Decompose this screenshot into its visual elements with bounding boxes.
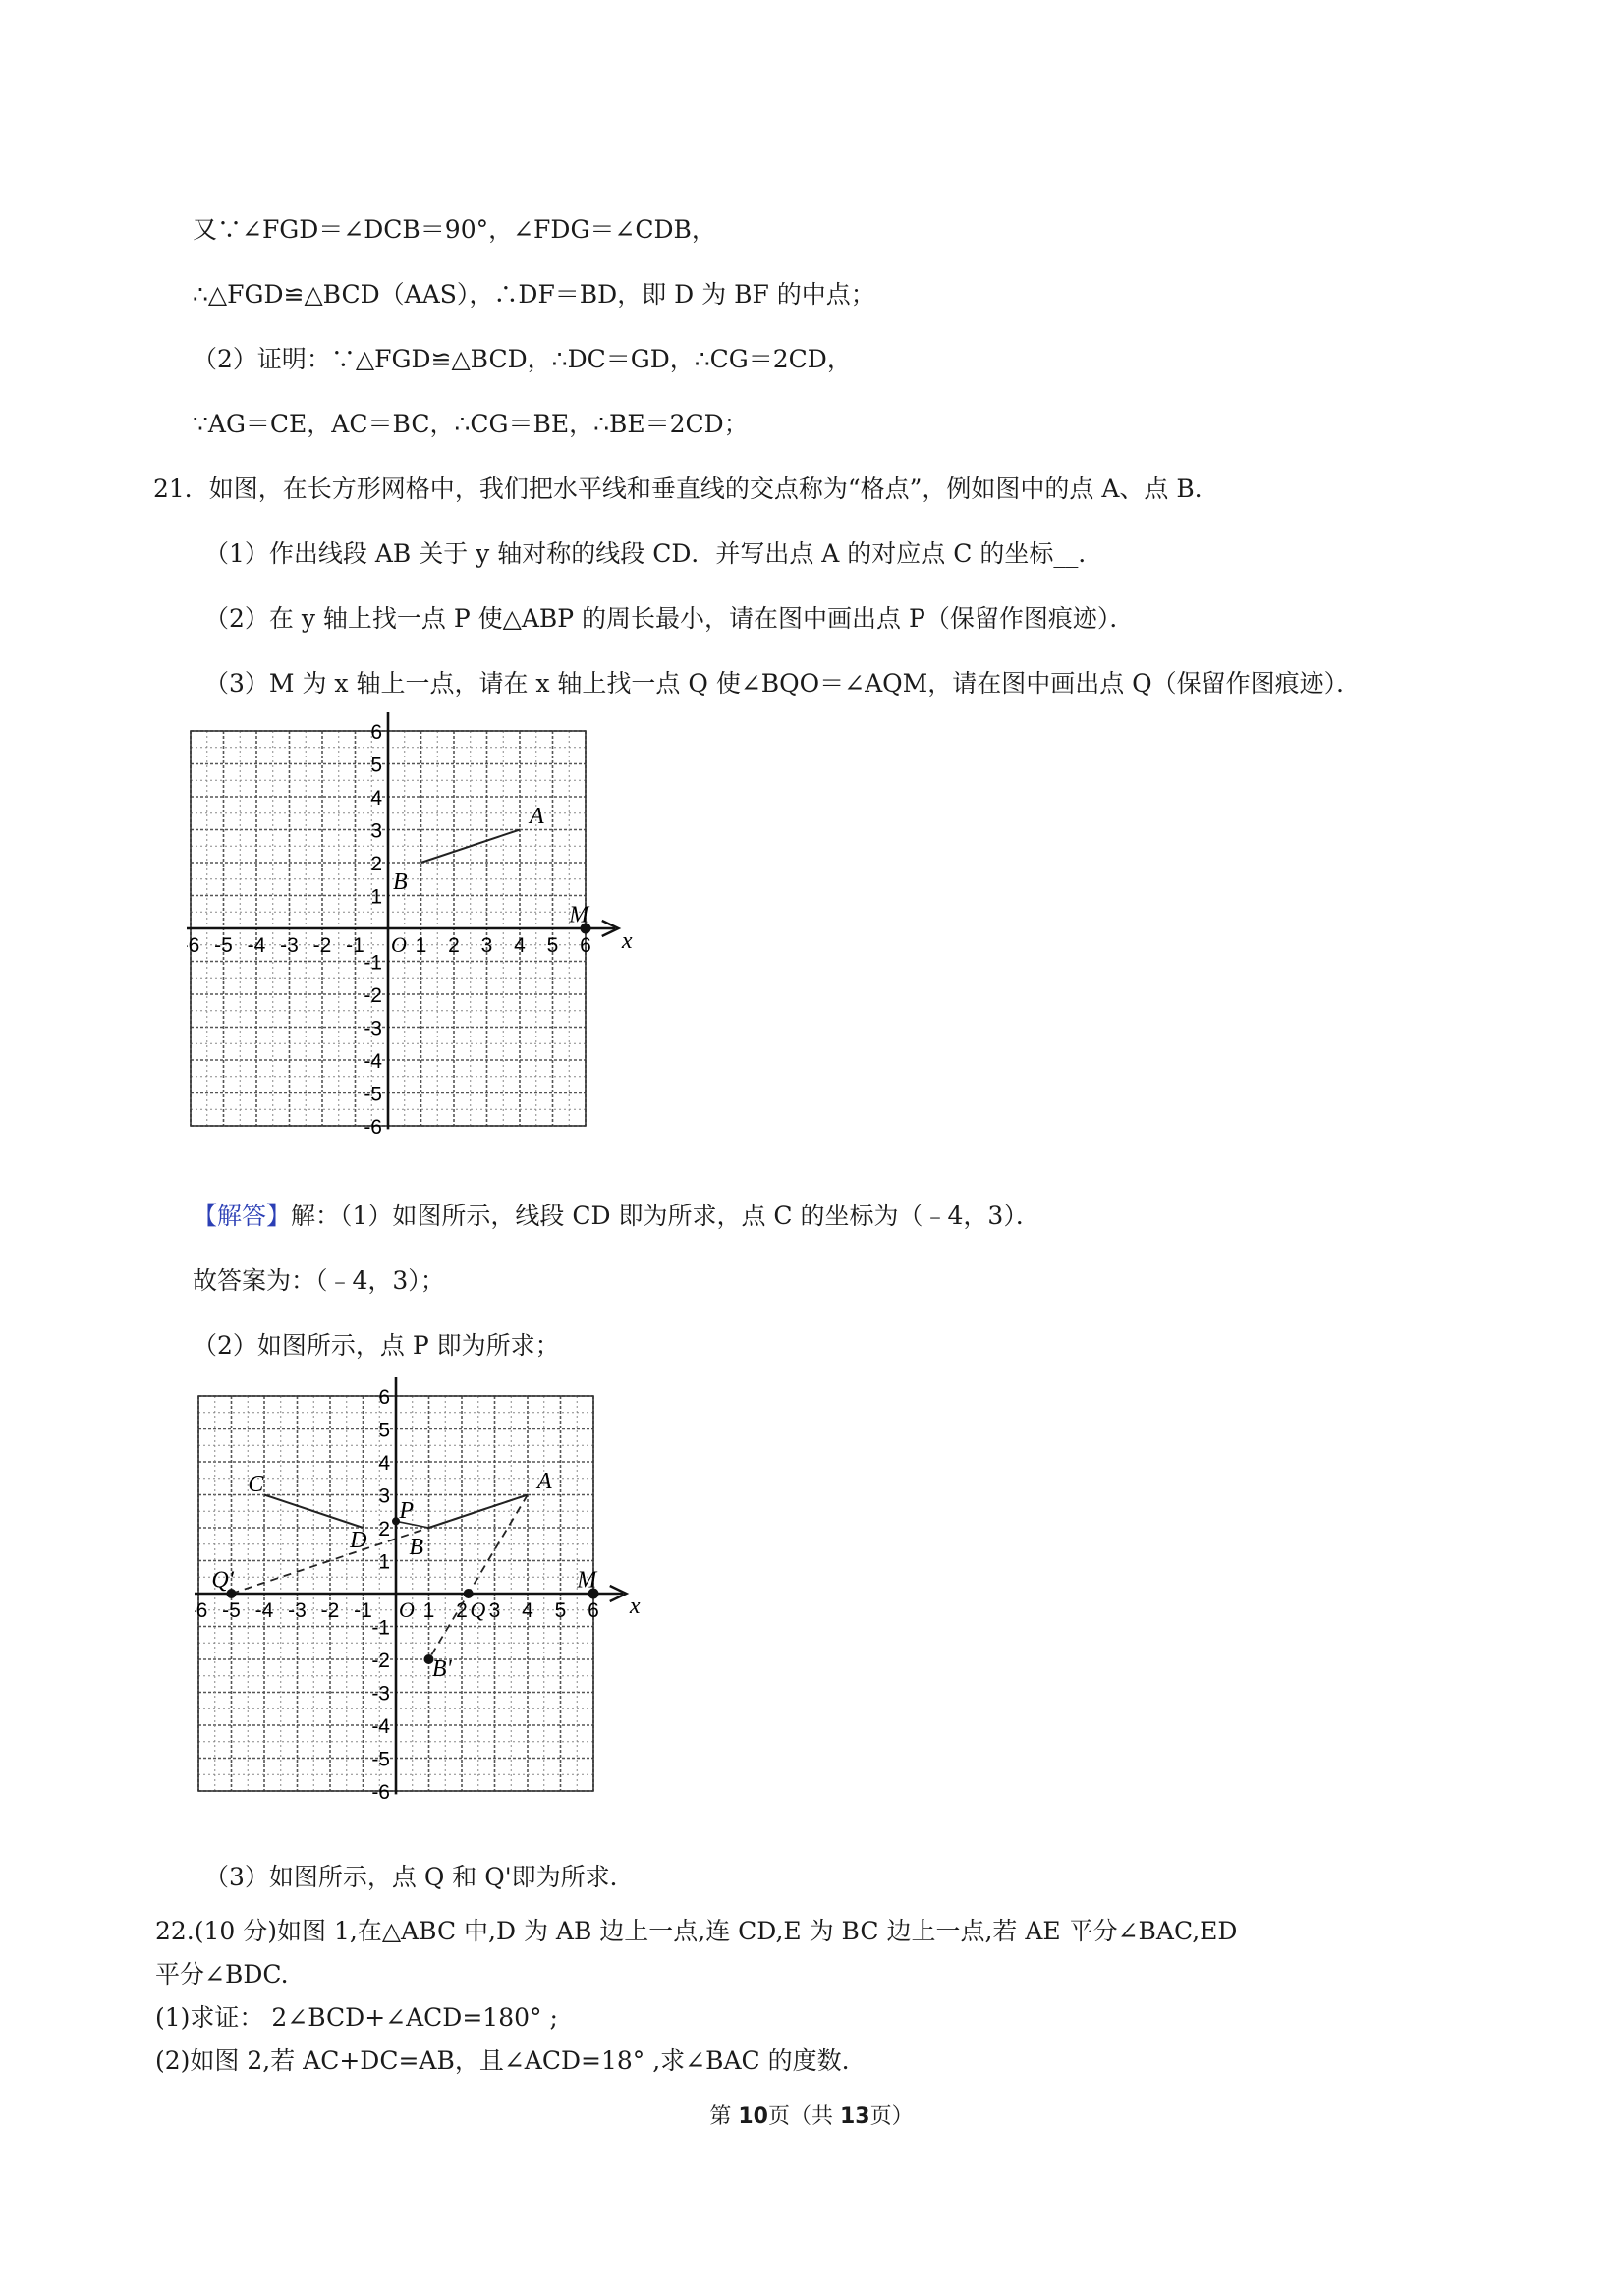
footer-page: 10 <box>738 2104 768 2129</box>
footer-total: 13 <box>839 2104 870 2129</box>
answer-line-1 <box>193 1201 1040 1232</box>
y-tick-label: 1 <box>378 1550 390 1574</box>
point-d-label: D <box>350 1528 367 1554</box>
point-p-label: P <box>399 1497 415 1524</box>
y-tick-label: 5 <box>370 754 382 777</box>
footer-mid: 页（共 <box>767 2104 840 2129</box>
y-tick-label: 4 <box>370 787 382 810</box>
point-m-label: M <box>569 902 589 928</box>
figure-1 <box>187 712 668 1178</box>
x-tick-label: -4 <box>254 1599 274 1622</box>
origin-label: O <box>391 932 407 957</box>
x-tick-label: 5 <box>546 934 559 957</box>
y-tick-label: -5 <box>364 1083 382 1106</box>
proof-line-3: （2）证明：∵△FGD≌△BCD，∴DC＝GD，∴CG＝2CD， <box>193 345 852 373</box>
x-tick-label: 6 <box>188 934 200 957</box>
x-tick-label: 6 <box>588 1599 599 1622</box>
y-tick-label: -1 <box>364 951 382 975</box>
figure-2 <box>195 1377 676 1843</box>
answer-text-1: 解：（1）如图所示，线段 CD 即为所求，点 C 的坐标为（﹣4，3）． <box>291 1202 1040 1230</box>
x-tick-label: 3 <box>480 934 493 957</box>
origin-label: O <box>399 1597 415 1622</box>
y-tick-label: -3 <box>364 1017 382 1040</box>
x-tick-label: -1 <box>354 1599 372 1622</box>
y-tick-label: -4 <box>371 1715 390 1738</box>
x-tick-label: 4 <box>514 934 526 957</box>
y-tick-label: -3 <box>371 1682 390 1706</box>
y-tick-label: -2 <box>371 1650 390 1672</box>
x-tick-label: 6 <box>196 1599 208 1622</box>
q22-line-4: (2)如图 2,若 AC+DC=AB，且∠ACD=18° ,求∠BAC 的度数. <box>155 2046 850 2075</box>
page-footer <box>0 2100 1623 2130</box>
point-q-label: Q <box>470 1597 486 1622</box>
x-tick-label: -3 <box>280 934 299 957</box>
y-tick-label: -4 <box>364 1050 382 1073</box>
q22-line-3: (1)求证： 2∠BCD+∠ACD=180° ; <box>155 2003 558 2032</box>
point-m-label: M <box>577 1567 597 1594</box>
x-tick-label: 2 <box>448 934 460 957</box>
y-tick-label: 4 <box>378 1452 390 1475</box>
x-tick-label: 6 <box>580 934 591 957</box>
q21-part2: （2）在 y 轴上找一点 P 使△ABP 的周长最小，请在图中画出点 P（保留作图痕迹）． <box>204 604 1135 633</box>
y-tick-label: -6 <box>371 1781 390 1804</box>
y-tick-label: 6 <box>370 721 382 744</box>
x-tick-label: -2 <box>320 1599 340 1622</box>
x-axis-label: x <box>629 1594 641 1619</box>
y-tick-label: -2 <box>364 984 382 1007</box>
x-tick-label: 5 <box>554 1599 567 1622</box>
answer-part3: （3）如图所示，点 Q 和 Q'即为所求． <box>204 1863 635 1891</box>
point-qp-label: Q' <box>211 1567 234 1594</box>
proof-line-1: 又∵∠FGD＝∠DCB＝90°，∠FDG＝∠CDB， <box>193 215 716 244</box>
answer-line-3: （2）如图所示，点 P 即为所求； <box>193 1331 560 1360</box>
x-tick-label: -1 <box>346 934 364 957</box>
proof-line-2: ∴△FGD≌△BCD（AAS），∴DF＝BD，即 D 为 BF 的中点； <box>193 280 875 308</box>
q21-stem: 21．如图，在长方形网格中，我们把水平线和垂直线的交点称为“格点”，例如图中的点 A、点 B． <box>153 475 1219 503</box>
x-tick-label: 2 <box>456 1599 468 1622</box>
x-tick-label: -5 <box>214 934 233 957</box>
q21-part1: （1）作出线段 AB 关于 y 轴对称的线段 CD．并写出点 A 的对应点 C 的坐标__． <box>204 539 1103 568</box>
x-tick-label: -4 <box>247 934 266 957</box>
y-tick-label: 5 <box>378 1419 390 1442</box>
point-a-label: A <box>530 803 544 829</box>
x-tick-label: -3 <box>288 1599 307 1622</box>
x-tick-label: -2 <box>312 934 332 957</box>
x-tick-label: 4 <box>522 1599 533 1622</box>
answer-line-2: 故答案为：（﹣4，3）； <box>193 1266 445 1295</box>
q22-line-1: 22.(10 分)如图 1,在△ABC 中,D 为 AB 边上一点,连 CD,E 为 BC 边上一点,若 AE 平分∠BAC,ED <box>155 1917 1238 1945</box>
coordinate-grid-2 <box>195 1377 676 1839</box>
y-tick-label: 6 <box>378 1386 390 1409</box>
proof-line-4: ∵AG＝CE，AC＝BC，∴CG＝BE，∴BE＝2CD； <box>193 410 749 438</box>
answer-tag: 【解答】 <box>193 1202 292 1230</box>
point-b-label: B <box>409 1534 424 1560</box>
y-tick-label: 1 <box>370 885 382 909</box>
point-b-label: B <box>393 868 408 895</box>
y-tick-label: 3 <box>378 1484 390 1508</box>
y-tick-label: -5 <box>371 1748 390 1771</box>
footer-suffix: 页） <box>869 2104 914 2129</box>
y-tick-label: 2 <box>378 1518 390 1540</box>
x-tick-label: 1 <box>422 1599 435 1622</box>
footer-prefix: 第 <box>709 2104 739 2129</box>
x-tick-label: 3 <box>488 1599 501 1622</box>
y-tick-label: 2 <box>370 853 382 875</box>
q22-line-2: 平分∠BDC. <box>155 1960 289 1988</box>
q21-part3: （3）M 为 x 轴上一点，请在 x 轴上找一点 Q 使∠BQO＝∠AQM，请在图中画出点 Q（保留作图痕迹）． <box>204 669 1362 698</box>
y-tick-label: -6 <box>364 1116 382 1139</box>
y-tick-label: -1 <box>371 1616 390 1640</box>
x-axis-label: x <box>621 928 633 954</box>
coordinate-grid-1 <box>187 712 668 1174</box>
point-c-label: C <box>248 1472 264 1498</box>
point-a-label: A <box>537 1468 552 1494</box>
x-tick-label: -5 <box>222 1599 241 1622</box>
point-bp-label: B' <box>431 1655 452 1682</box>
x-tick-label: 1 <box>415 934 427 957</box>
y-tick-label: 3 <box>370 819 382 843</box>
